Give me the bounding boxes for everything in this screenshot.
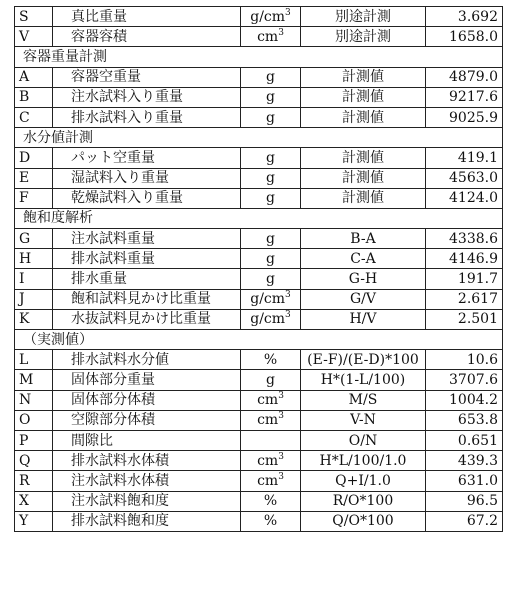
row-value: 419.1: [426, 148, 503, 168]
row-value: 653.8: [426, 410, 503, 430]
row-name: 注水試料飽和度: [53, 491, 241, 511]
section-header-row: [15, 208, 503, 228]
row-unit: [241, 370, 301, 390]
section-label: 容器重量計測: [15, 47, 503, 67]
row-formula: 計測値: [301, 148, 426, 168]
row-unit: [241, 491, 301, 511]
unit-text: g: [266, 69, 275, 86]
row-value: 631.0: [426, 471, 503, 491]
unit-superscript: 3: [278, 27, 284, 38]
unit-superscript: 3: [278, 391, 284, 402]
row-formula: R/O*100: [301, 491, 426, 511]
row-symbol: K: [15, 309, 53, 329]
row-value: 4146.9: [426, 249, 503, 269]
row-formula: Q+I/1.0: [301, 471, 426, 491]
row-unit: [241, 511, 301, 531]
row-unit: [241, 148, 301, 168]
row-formula: H*L/100/1.0: [301, 451, 426, 471]
row-unit: [241, 27, 301, 47]
row-symbol: Q: [15, 451, 53, 471]
unit-text: g/cm: [250, 311, 286, 328]
table-row: [15, 471, 503, 491]
row-symbol: M: [15, 370, 53, 390]
row-formula: 別途計測: [301, 27, 426, 47]
row-name: 排水試料水体積: [53, 451, 241, 471]
table-row: [15, 27, 503, 47]
row-formula: M/S: [301, 390, 426, 410]
row-formula: V-N: [301, 410, 426, 430]
row-formula: G-H: [301, 269, 426, 289]
row-value: 2.617: [426, 289, 503, 309]
unit-superscript: 3: [285, 7, 291, 18]
section-header-row: [15, 128, 503, 148]
row-value: 1004.2: [426, 390, 503, 410]
row-name: 注水試料重量: [53, 229, 241, 249]
row-symbol: B: [15, 87, 53, 107]
row-name: 排水重量: [53, 269, 241, 289]
measurement-table: [14, 6, 503, 532]
row-unit: [241, 430, 301, 450]
row-formula: 別途計測: [301, 7, 426, 27]
row-value: 4338.6: [426, 229, 503, 249]
row-formula: H/V: [301, 309, 426, 329]
row-formula: 計測値: [301, 107, 426, 127]
row-name: 排水試料重量: [53, 249, 241, 269]
unit-text: g: [266, 371, 275, 388]
unit-text: g: [266, 230, 275, 247]
row-name: 排水試料水分値: [53, 350, 241, 370]
row-unit: [241, 471, 301, 491]
table-row: [15, 451, 503, 471]
row-formula: C-A: [301, 249, 426, 269]
row-value: 191.7: [426, 269, 503, 289]
row-name: 湿試料入り重量: [53, 168, 241, 188]
unit-text: g: [266, 271, 275, 288]
row-unit: [241, 350, 301, 370]
row-unit: [241, 390, 301, 410]
unit-text: cm: [257, 452, 279, 469]
row-unit: [241, 249, 301, 269]
row-value: 2.501: [426, 309, 503, 329]
row-unit: [241, 229, 301, 249]
row-unit: [241, 188, 301, 208]
row-value: 3.692: [426, 7, 503, 27]
row-formula: H*(1-L/100): [301, 370, 426, 390]
row-formula: 計測値: [301, 168, 426, 188]
table-row: [15, 269, 503, 289]
row-formula: O/N: [301, 430, 426, 450]
table-row: [15, 309, 503, 329]
table-row: [15, 67, 503, 87]
unit-text: cm: [257, 392, 279, 409]
unit-text: %: [263, 513, 278, 530]
row-unit: [241, 87, 301, 107]
row-formula: 計測値: [301, 67, 426, 87]
row-value: 9217.6: [426, 87, 503, 107]
unit-text: g: [266, 109, 275, 126]
table-row: [15, 430, 503, 450]
row-symbol: P: [15, 430, 53, 450]
table-row: [15, 249, 503, 269]
row-formula: (E-F)/(E-D)*100: [301, 350, 426, 370]
row-symbol: O: [15, 410, 53, 430]
row-formula: G/V: [301, 289, 426, 309]
row-formula: 計測値: [301, 188, 426, 208]
table-row: [15, 370, 503, 390]
section-label: 飽和度解析: [15, 208, 503, 228]
row-value: 96.5: [426, 491, 503, 511]
row-value: 439.3: [426, 451, 503, 471]
row-value: 4879.0: [426, 67, 503, 87]
unit-superscript: 3: [285, 310, 291, 321]
unit-superscript: 3: [278, 471, 284, 482]
unit-text: g: [266, 190, 275, 207]
row-name: 容器容積: [53, 27, 241, 47]
table-row: [15, 168, 503, 188]
measurement-table-body: [15, 7, 503, 532]
row-formula: Q/O*100: [301, 511, 426, 531]
row-name: 排水試料入り重量: [53, 107, 241, 127]
row-value: 3707.6: [426, 370, 503, 390]
section-label: （実測値）: [15, 330, 503, 350]
unit-text: %: [263, 351, 278, 368]
unit-superscript: 3: [278, 451, 284, 462]
table-row: [15, 390, 503, 410]
row-unit: [241, 107, 301, 127]
row-symbol: X: [15, 491, 53, 511]
table-row: [15, 289, 503, 309]
row-value: 4124.0: [426, 188, 503, 208]
row-unit: [241, 289, 301, 309]
row-value: 67.2: [426, 511, 503, 531]
table-row: [15, 491, 503, 511]
row-symbol: D: [15, 148, 53, 168]
unit-text: g: [266, 149, 275, 166]
row-symbol: N: [15, 390, 53, 410]
row-value: 9025.9: [426, 107, 503, 127]
row-unit: [241, 168, 301, 188]
table-row: [15, 107, 503, 127]
section-header-row: [15, 330, 503, 350]
row-value: 1658.0: [426, 27, 503, 47]
unit-text: %: [263, 493, 278, 510]
row-name: 固体部分体積: [53, 390, 241, 410]
row-symbol: E: [15, 168, 53, 188]
row-symbol: F: [15, 188, 53, 208]
row-name: 排水試料飽和度: [53, 511, 241, 531]
row-symbol: S: [15, 7, 53, 27]
table-row: [15, 7, 503, 27]
section-header-row: [15, 47, 503, 67]
row-name: 飽和試料見かけ比重量: [53, 289, 241, 309]
row-symbol: R: [15, 471, 53, 491]
row-symbol: I: [15, 269, 53, 289]
row-name: 空隙部分体積: [53, 410, 241, 430]
row-unit: [241, 410, 301, 430]
row-unit: [241, 7, 301, 27]
row-name: 注水試料入り重量: [53, 87, 241, 107]
table-row: [15, 350, 503, 370]
row-value: 0.651: [426, 430, 503, 450]
table-row: [15, 148, 503, 168]
row-symbol: A: [15, 67, 53, 87]
unit-superscript: 3: [285, 290, 291, 301]
row-symbol: Y: [15, 511, 53, 531]
unit-text: g: [266, 89, 275, 106]
unit-text: cm: [257, 28, 279, 45]
row-symbol: C: [15, 107, 53, 127]
row-symbol: V: [15, 27, 53, 47]
row-symbol: G: [15, 229, 53, 249]
table-row: [15, 188, 503, 208]
row-symbol: L: [15, 350, 53, 370]
measurement-sheet: [14, 6, 502, 532]
row-name: 注水試料水体積: [53, 471, 241, 491]
row-name: 乾燥試料入り重量: [53, 188, 241, 208]
table-row: [15, 511, 503, 531]
table-row: [15, 87, 503, 107]
table-row: [15, 410, 503, 430]
row-formula: 計測値: [301, 87, 426, 107]
unit-text: g: [266, 170, 275, 187]
row-unit: [241, 67, 301, 87]
unit-text: g/cm: [250, 291, 286, 308]
unit-text: g: [266, 250, 275, 267]
row-name: 容器空重量: [53, 67, 241, 87]
row-name: パット空重量: [53, 148, 241, 168]
row-name: 真比重量: [53, 7, 241, 27]
row-unit: [241, 269, 301, 289]
unit-text: g/cm: [250, 8, 286, 25]
unit-text: cm: [257, 472, 279, 489]
row-symbol: H: [15, 249, 53, 269]
row-value: 4563.0: [426, 168, 503, 188]
row-name: 水抜試料見かけ比重量: [53, 309, 241, 329]
row-unit: [241, 451, 301, 471]
unit-text: cm: [257, 412, 279, 429]
row-unit: [241, 309, 301, 329]
row-formula: B-A: [301, 229, 426, 249]
row-name: 固体部分重量: [53, 370, 241, 390]
row-symbol: J: [15, 289, 53, 309]
unit-superscript: 3: [278, 411, 284, 422]
row-name: 間隙比: [53, 430, 241, 450]
row-value: 10.6: [426, 350, 503, 370]
table-row: [15, 229, 503, 249]
section-label: 水分値計測: [15, 128, 503, 148]
